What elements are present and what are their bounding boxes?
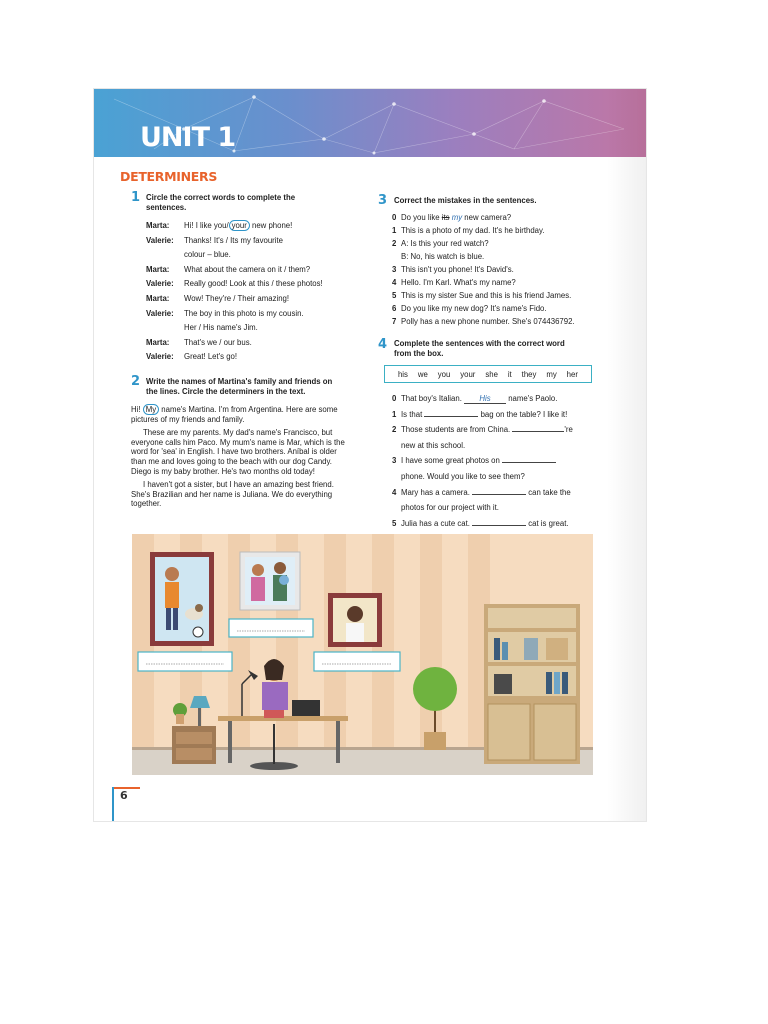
paragraph: These are my parents. My dad's name's Francisco, but everyone calls him Paco. My mum's name is Mar, which is the word for 'sea' in English. I have two brothers. Aníbal is older than me and loves going to the beach with our dog Candy. Diego is my baby brother. He's two months old today!: [131, 428, 345, 476]
exercise-1-number: 1: [131, 190, 141, 205]
circled-answer: your: [229, 220, 250, 231]
list-item: new at this school.: [401, 440, 466, 450]
list-item: 2 A: Is this your red watch?: [392, 239, 489, 248]
exercise-4-instruction: Complete the sentences with the correct word from the box.: [394, 339, 565, 358]
textbook-page: [94, 89, 646, 821]
exercise-3-number: 3: [378, 193, 388, 208]
dialogue-line: colour – blue.: [184, 250, 231, 260]
dialogue-line: Marta: Hi! I like you/ your new phone!: [146, 221, 293, 230]
dialogue-line: Marta: Wow! They're / Their amazing!: [146, 293, 290, 303]
room-illustration: [132, 534, 593, 775]
list-item: phone. Would you like to see them?: [401, 471, 525, 481]
list-item: photos for our project with it.: [401, 503, 499, 513]
dialogue-line: Her / His name's Jim.: [184, 323, 258, 333]
list-item: B: No, his watch is blue.: [401, 252, 485, 261]
answer-blank[interactable]: His: [464, 395, 506, 404]
box-word: she: [485, 369, 498, 379]
answer-blank[interactable]: [472, 517, 526, 526]
dialogue-line: Valerie: Thanks! It's / Its my favourite: [146, 235, 283, 245]
exercise-3-instruction: Correct the mistakes in the sentences.: [394, 196, 537, 205]
list-item: 3 This isn't you phone! It's David's.: [392, 265, 514, 274]
list-item: 0 Do you like its my new camera?: [392, 213, 512, 222]
dialogue-line: Valerie: Great! Let's go!: [146, 352, 238, 362]
unit-banner: [94, 89, 646, 157]
box-word: you: [437, 369, 451, 379]
list-item: 1 This is a photo of my dad. It's he birthday.: [392, 226, 545, 235]
exercise-2-text: [131, 405, 347, 513]
list-item: 4 Hello. I'm Karl. What's my name?: [392, 278, 516, 287]
answer-blank[interactable]: [512, 423, 564, 432]
dialogue-line: Valerie: The boy in this photo is my cousin.: [146, 308, 304, 318]
box-word: your: [460, 369, 476, 379]
exercise-4-number: 4: [378, 337, 388, 352]
exercise-3-list: [392, 211, 632, 328]
paragraph: I haven't got a sister, but I have an amazing best friend. She's Brazilian and her name is Juliana. We do everything together.: [131, 480, 334, 509]
list-item: 4 Mary has a camera. can take the: [392, 487, 571, 497]
answer-blank[interactable]: [424, 408, 478, 417]
list-item: 0 That boy's Italian. His name's Paolo.: [392, 394, 558, 403]
answer-blank[interactable]: [502, 454, 556, 463]
circled-determiner: My: [143, 404, 159, 415]
box-word: her: [566, 369, 578, 379]
list-item: 2 Those students are from China. 're: [392, 425, 573, 435]
box-word: it: [507, 369, 512, 379]
exercise-2-instruction: Write the names of Martina's family and friends on the lines. Circle the determiners in the text.: [146, 377, 333, 396]
list-item: 6 Do you like my new dog? It's name's Fido.: [392, 304, 547, 313]
list-item: 5 This is my sister Sue and this is his friend James.: [392, 291, 572, 300]
box-word: my: [546, 369, 557, 379]
list-item: 3 I have some great photos on: [392, 453, 632, 469]
list-item: 5 Julia has a cute cat. cat is great.: [392, 518, 569, 528]
page-number: 6: [120, 789, 128, 802]
dialogue-line: Valerie: Really good! Look at this / these photos!: [146, 279, 323, 289]
box-word: his: [397, 369, 408, 379]
box-word: they: [521, 369, 537, 379]
answer-blank[interactable]: [472, 486, 526, 495]
dialogue-line: Marta: That's we / our bus.: [146, 337, 252, 347]
list-item: 1 Is that bag on the table? I like it!: [392, 409, 568, 419]
section-title: DETERMINERS: [120, 169, 218, 184]
exercise-1-instruction: Circle the correct words to complete the sentences.: [146, 193, 296, 212]
dialogue-line: Marta: What about the camera on it / them?: [146, 264, 311, 274]
unit-title: UNIT 1: [140, 122, 236, 153]
word-box: [384, 365, 592, 383]
box-word: we: [417, 369, 428, 379]
paragraph: Hi! My name's Martina. I'm from Argentina. Here are some pictures of my friends and family.: [131, 405, 338, 424]
exercise-2-number: 2: [131, 374, 141, 389]
list-item: 7 Polly has a new phone number. She's 074436792.: [392, 317, 575, 326]
exercise-1-dialogue: [146, 219, 323, 365]
